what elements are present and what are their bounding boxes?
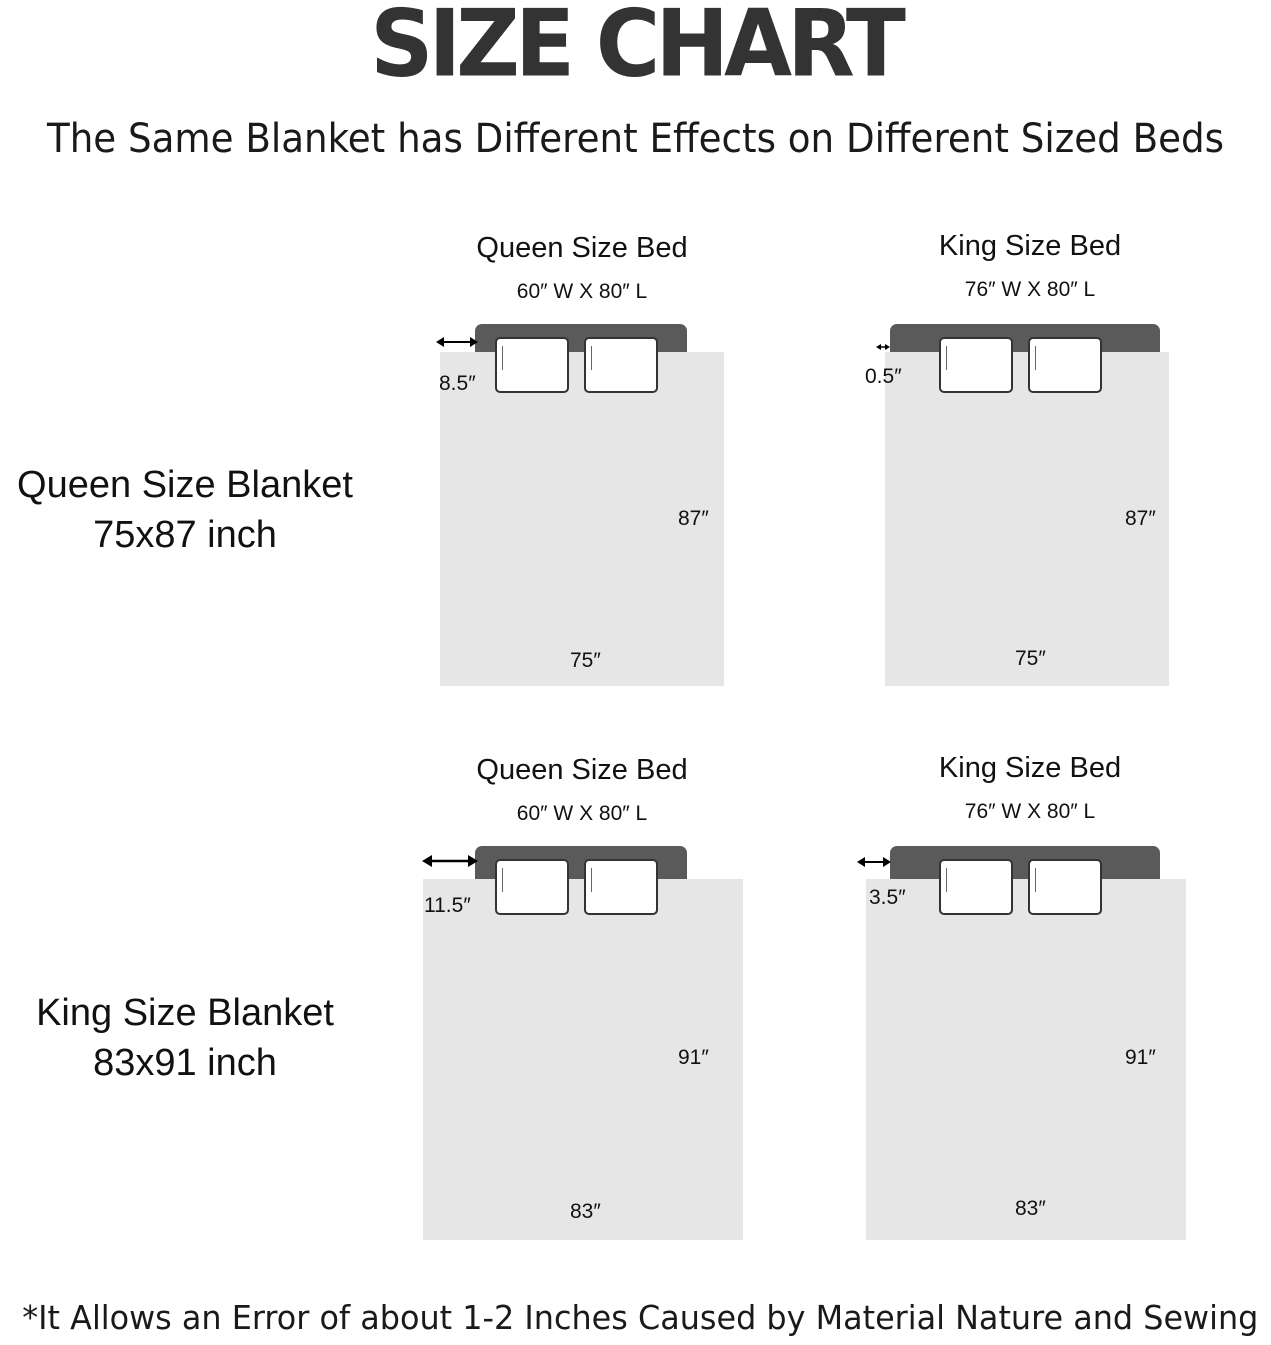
bed-dimensions: 60″ W X 80″ L [516,802,648,825]
width-label: 83″ [1015,1197,1046,1220]
length-label: 91″ [678,1046,709,1069]
pillow [495,337,569,393]
bed-name: King Size Bed [938,230,1122,262]
headboard [890,846,1160,879]
overhang-label: 0.5″ [865,365,902,388]
pillow [584,859,658,915]
width-label: 75″ [1015,647,1046,670]
blanket-size: 75x87 inch [93,514,277,556]
overhang-arrow-icon [422,852,478,870]
row-label-king-blanket [0,988,370,1088]
width-label: 83″ [570,1200,601,1223]
overhang-arrow-icon [876,341,890,353]
pillow [495,859,569,915]
overhang-arrow-icon [857,854,891,870]
pillow [1028,859,1102,915]
bed-name: King Size Bed [938,752,1122,784]
page-subtitle: The Same Blanket has Different Effects on Different Sized Beds [46,116,1225,162]
overhang-label: 8.5″ [439,372,476,395]
bed-dimensions: 76″ W X 80″ L [964,800,1096,823]
bed-name: Queen Size Bed [476,232,688,264]
footnote: *It Allows an Error of about 1-2 Inches Caused by Material Nature and Sewing [22,1298,1259,1337]
overhang-label: 11.5″ [424,894,471,917]
length-label: 87″ [1125,507,1156,530]
width-label: 75″ [570,649,601,672]
bed-name: Queen Size Bed [476,754,688,786]
page-title: SIZE CHART [370,0,901,98]
blanket-name: King Size Blanket [36,992,334,1034]
blanket-size: 83x91 inch [93,1042,277,1084]
pillow [939,337,1013,393]
length-label: 91″ [1125,1046,1156,1069]
overhang-label: 3.5″ [869,886,906,909]
pillow [939,859,1013,915]
pillow [584,337,658,393]
bed-dimensions: 60″ W X 80″ L [516,280,648,303]
headboard [890,324,1160,352]
bed-dimensions: 76″ W X 80″ L [964,278,1096,301]
pillow [1028,337,1102,393]
overhang-arrow-icon [436,334,478,350]
length-label: 87″ [678,507,709,530]
row-label-queen-blanket [0,460,370,560]
blanket-name: Queen Size Blanket [17,464,353,506]
